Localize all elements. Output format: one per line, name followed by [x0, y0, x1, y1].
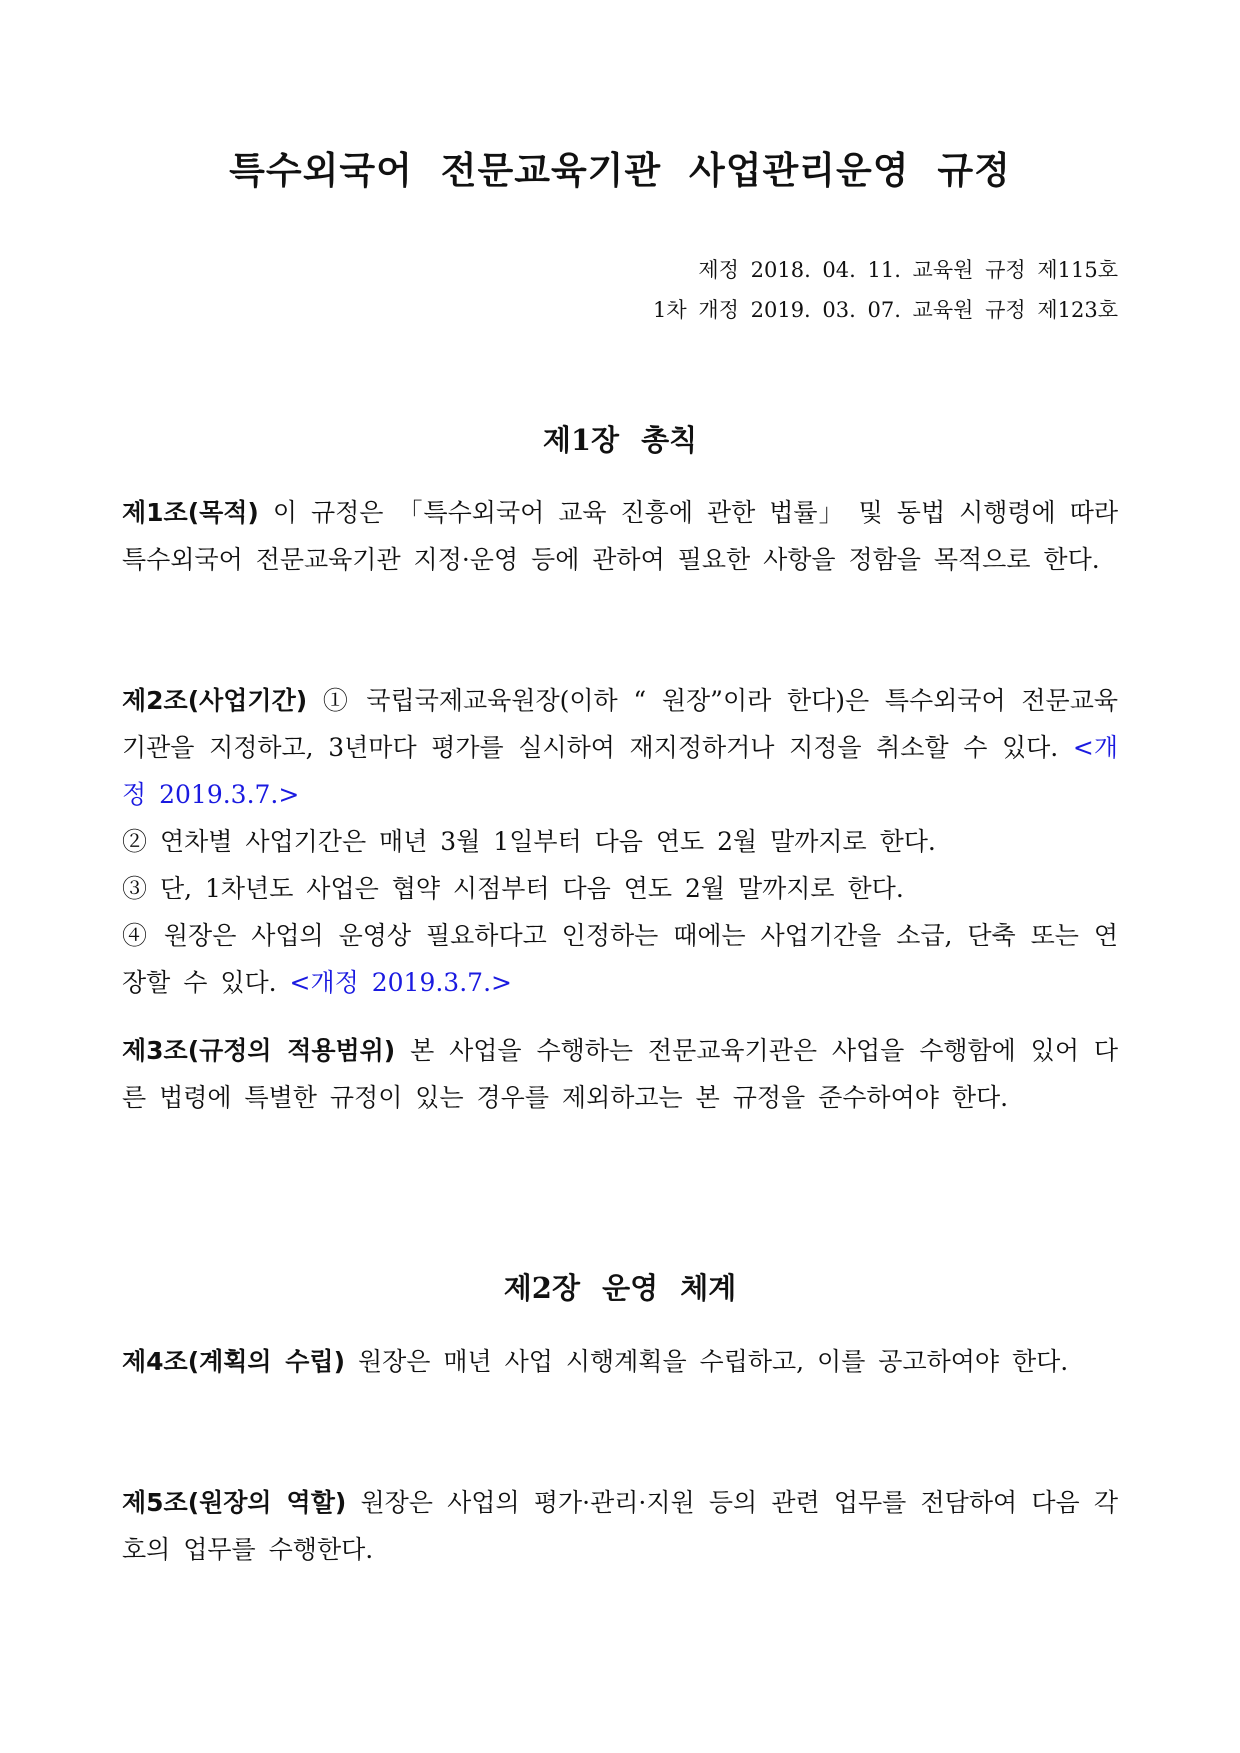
article-2-clause-2: ② 연차별 사업기간은 매년 3월 1일부터 다음 연도 2월 말까지로 한다.: [122, 827, 936, 856]
article-1-paragraph: [122, 489, 1118, 583]
article-5-body: 원장은 사업의 평가·관리·지원 등의 관련 업무를 전담하여 다음 각 호의 업무를 수행한다.: [122, 1488, 1118, 1564]
article-2-paragraph-4: [122, 912, 1118, 1006]
article-4: [122, 1338, 1118, 1385]
article-2: [122, 677, 1118, 1006]
enactment-history: [653, 250, 1118, 330]
article-3-heading: 제3조(규정의 적용범위): [122, 1036, 396, 1065]
article-3: [122, 1027, 1118, 1121]
article-3-body: 본 사업을 수행하는 전문교육기관은 사업을 수행함에 있어 다른 법령에 특별한 규정이 있는 경우를 제외하고는 본 규정을 준수하여야 한다.: [122, 1036, 1118, 1112]
article-5: [122, 1479, 1118, 1573]
article-4-body: 원장은 매년 사업 시행계획을 수립하고, 이를 공고하여야 한다.: [345, 1347, 1069, 1376]
document-title: 특수외국어 전문교육기관 사업관리운영 규정: [229, 149, 1011, 192]
article-2-clause-4: ④ 원장은 사업의 운영상 필요하다고 인정하는 때에는 사업기간을 소급, 단축 또는 연장할 수 있다.: [122, 921, 1118, 997]
article-2-paragraph-1: [122, 677, 1118, 818]
article-2-clause-1: ① 국립국제교육원장(이하 “ 원장”이라 한다)은 특수외국어 전문교육기관을 지정하고, 3년마다 평가를 실시하여 재지정하거나 지정을 취소할 수 있다.: [122, 686, 1118, 762]
article-2-clause-4-amendment: <개정 2019.3.7.>: [289, 968, 512, 997]
history-amendment-1: 1차 개정 2019. 03. 07. 교육원 규정 제123호: [653, 298, 1118, 322]
article-2-heading: 제2조(사업기간): [122, 686, 308, 715]
article-4-heading: 제4조(계획의 수립): [122, 1347, 346, 1376]
history-enactment: 제정 2018. 04. 11. 교육원 규정 제115호: [698, 258, 1118, 282]
article-1: [122, 489, 1118, 583]
chapter-1-title: 제1장 총칙: [542, 423, 698, 457]
article-5-paragraph: [122, 1479, 1118, 1573]
article-2-clause-1-amendment: <개정 2019.3.7.>: [122, 733, 1118, 809]
article-1-body: 이 규정은 「특수외국어 교육 진흥에 관한 법률」 및 동법 시행령에 따라 특수외국어 전문교육기관 지정·운영 등에 관하여 필요한 사항을 정함을 목적으로 한다.: [122, 498, 1118, 574]
article-1-heading: 제1조(목적): [122, 498, 259, 527]
chapter-2-title: 제2장 운영 체계: [503, 1271, 737, 1305]
article-5-heading: 제5조(원장의 역할): [122, 1488, 347, 1517]
article-3-paragraph: [122, 1027, 1118, 1121]
article-4-paragraph: [122, 1338, 1118, 1385]
article-2-clause-3: ③ 단, 1차년도 사업은 협약 시점부터 다음 연도 2월 말까지로 한다.: [122, 874, 904, 903]
